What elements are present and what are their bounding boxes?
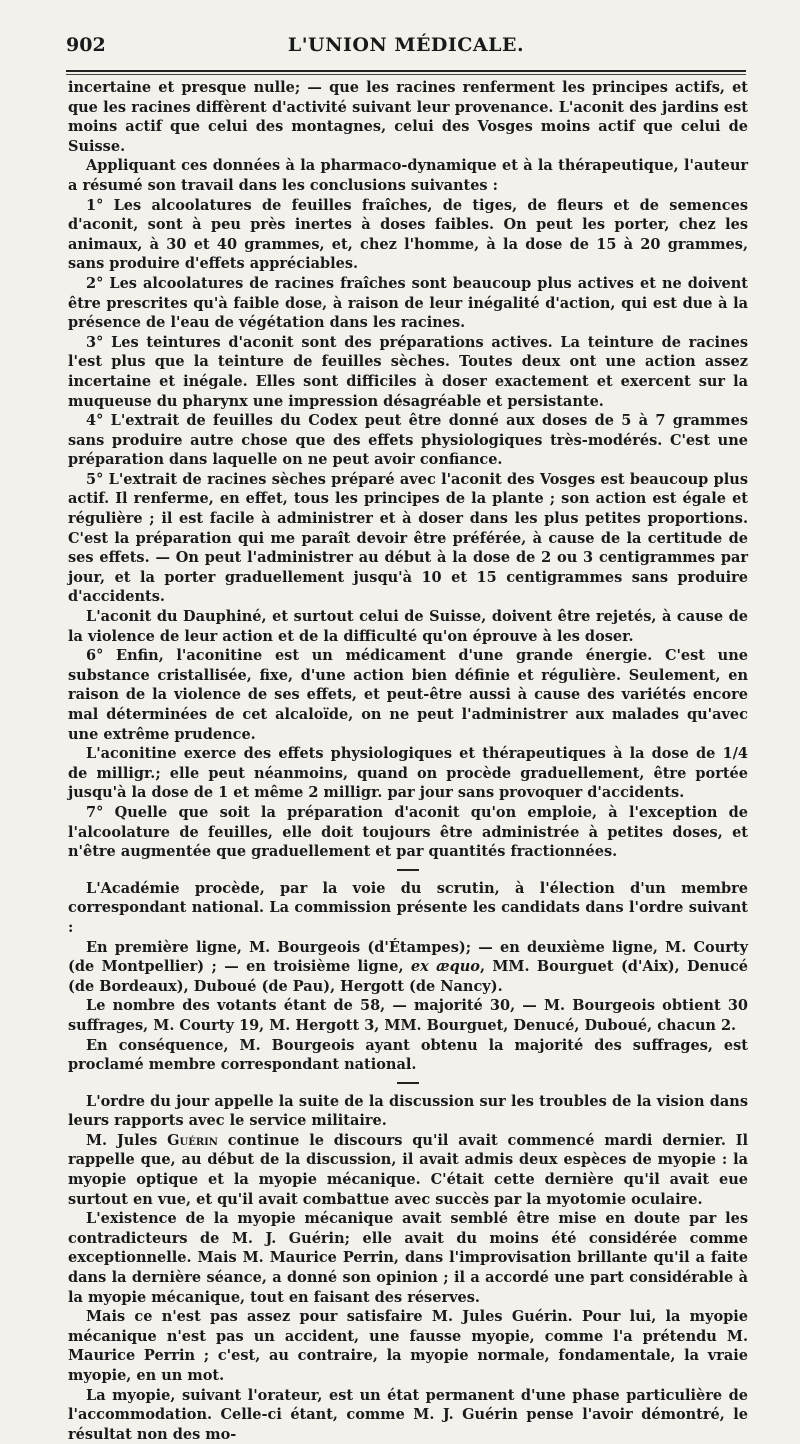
page-number: 902 bbox=[66, 34, 106, 56]
paragraph: Mais ce n'est pas assez pour satisfaire M. Jules Guérin. Pour lui, la myopie mécanique n'est pas un accident, une fausse myopie, comme l'a prétendu M. Maurice Perrin ; c'est, au contraire, la myopie normale, fondamentale, la vraie myopie, en un mot. bbox=[68, 1308, 748, 1384]
paragraph: L'existence de la myopie mécanique avait semblé être mise en doute par les contradicteurs de M. J. Guérin; elle avait du moins été considérée comme exceptionnelle. Mais M. Maurice Perrin, dans l'improvisation brillante qu'il a faite dans la dernière séance, a donné son opinion ; il a accordé une part considérable à la myopie mécanique, tout en faisant des réserves. bbox=[68, 1210, 748, 1306]
italic-run: ex æquo bbox=[410, 958, 480, 976]
section-separator bbox=[397, 1082, 419, 1084]
text-run: En première ligne, M. Bourgeois (d'Étampes); — en deuxième ligne, M. Courty (de Montpellier) ; — en troisième ligne, bbox=[68, 938, 748, 976]
candidates-paragraph bbox=[68, 938, 748, 997]
election-outcome: En conséquence, M. Bourgeois ayant obtenu la majorité des suffrages, est proclamé membre correspondant national. bbox=[68, 1036, 748, 1074]
paragraph: incertaine et presque nulle; — que les racines renferment les principes actifs, et que les racines diffèrent d'activité suivant leur provenance. L'aconit des jardins est moins actif que celui des montagnes, celui des Vosges moins actif que celui de Suisse. bbox=[68, 79, 748, 155]
header-rule bbox=[66, 70, 746, 72]
header-rule-thin bbox=[66, 74, 746, 75]
paragraph: L'aconit du Dauphiné, et surtout celui de Suisse, doivent être rejetés, à cause de la violence de leur action et de la difficulté qu'on éprouve à les doser. bbox=[68, 608, 748, 645]
vote-results: Le nombre des votants étant de 58, — majorité 30, — M. Bourgeois obtient 30 suffrages, M. Courty 19, M. Hergott 3, MM. Bourguet, Denucé, Duboué, chacun 2. bbox=[68, 997, 748, 1034]
conclusion-7: 7° Quelle que soit la préparation d'aconit qu'on emploie, à l'exception de l'alcoolature de feuilles, elle doit toujours être administrée à petites doses, et n'être augmentée que graduellement et par quantités fractionnées. bbox=[68, 803, 748, 861]
section-separator bbox=[397, 869, 419, 871]
paragraph bbox=[68, 1131, 748, 1209]
conclusion-5: 5° L'extrait de racines sèches préparé avec l'aconit des Vosges est beaucoup plus actif. Il renferme, en effet, tous les principes de la plante ; son action est égale et régulière ; il est facile à administrer et à doser dans les plus petites proportions. C'est la préparation qui me paraît devoir être préférée, à cause de la certitude de ses effets. — On peut l'administrer au début à la dose de 2 ou 3 centigrammes par jour, et la porter graduellement jusqu'à 10 et 15 centigrammes sans produire d'accidents. bbox=[68, 470, 748, 606]
conclusion-3: 3° Les teintures d'aconit sont des préparations actives. La teinture de racines l'est plus que la teinture de feuilles sèches. Toutes deux ont une action assez incertaine et inégale. Elles sont difficiles à doser exactement et exercent sur la muqueuse du pharynx une impression désagréable et persistante. bbox=[68, 333, 748, 410]
text-run: , MM. Bourguet (d'Aix), Denucé (de Bordeaux), Duboué (de Pau), Hergott (de Nancy). bbox=[68, 958, 748, 995]
agenda-paragraph: L'ordre du jour appelle la suite de la discussion sur les troubles de la vision dans leurs rapports avec le service militaire. bbox=[68, 1092, 748, 1130]
paragraph: La myopie, suivant l'orateur, est un état permanent d'une phase particulière de l'accommodation. Celle-ci étant, comme M. J. Guérin pense l'avoir démontré, le résultat non des mo- bbox=[68, 1386, 748, 1443]
paragraph: Appliquant ces données à la pharmaco-dynamique et à la thérapeutique, l'auteur a résumé son travail dans les conclusions suivantes : bbox=[68, 157, 748, 194]
election-paragraph: L'Académie procède, par la voie du scrutin, à l'élection d'un membre correspondant national. La commission présente les candidats dans l'ordre suivant : bbox=[68, 879, 748, 936]
conclusion-2: 2° Les alcoolatures de racines fraîches sont beaucoup plus actives et ne doivent être prescrites qu'à faible dose, à raison de leur inégalité d'action, qui est due à la présence de l'eau de végétation dans les racines. bbox=[68, 274, 748, 332]
paragraph: L'aconitine exerce des effets physiologiques et thérapeutiques à la dose de 1/4 de milligr.; elle peut néanmoins, quand on procède graduellement, être portée jusqu'à la dose de 1 et même 2 milligr. par jour sans provoquer d'accidents. bbox=[68, 745, 748, 802]
text-run: M. Jules bbox=[86, 1131, 168, 1149]
conclusion-4: 4° L'extrait de feuilles du Codex peut être donné aux doses de 5 à 7 grammes sans produire autre chose que des effets physiologiques très-modérés. C'est une préparation dans laquelle on ne peut avoir confiance. bbox=[68, 412, 748, 469]
conclusion-6: 6° Enfin, l'aconitine est un médicament d'une grande énergie. C'est une substance cristallisée, fixe, d'une action bien définie et régulière. Seulement, en raison de la violence de ses effets, et peut-être aussi à cause des variétés encore mal déterminées de cet alcaloïde, on ne peut l'administrer aux malades qu'avec une extrême prudence. bbox=[68, 647, 748, 743]
text-run: continue le discours qu'il avait commencé mardi dernier. Il rappelle que, au début de la discussion, il avait admis deux espèces de myopie : la myopie optique et la myopie mécanique. C'était cette dernière qu'il avait eue surtout en vue, et qu'il avait combattue avec succès par la myotomie oculaire. bbox=[68, 1131, 748, 1208]
running-title: L'UNION MÉDICALE. bbox=[287, 34, 525, 56]
page-header bbox=[66, 34, 746, 64]
speaker-name: Guérin bbox=[167, 1131, 218, 1149]
conclusion-1: 1° Les alcoolatures de feuilles fraîches, de tiges, de fleurs et de semences d'aconit, sont à peu près inertes à doses faibles. On peut les porter, chez les animaux, à 30 et 40 grammes, et, chez l'homme, à la dose de 15 à 20 grammes, sans produire d'effets appréciables. bbox=[68, 196, 748, 273]
article-body bbox=[68, 78, 748, 1444]
